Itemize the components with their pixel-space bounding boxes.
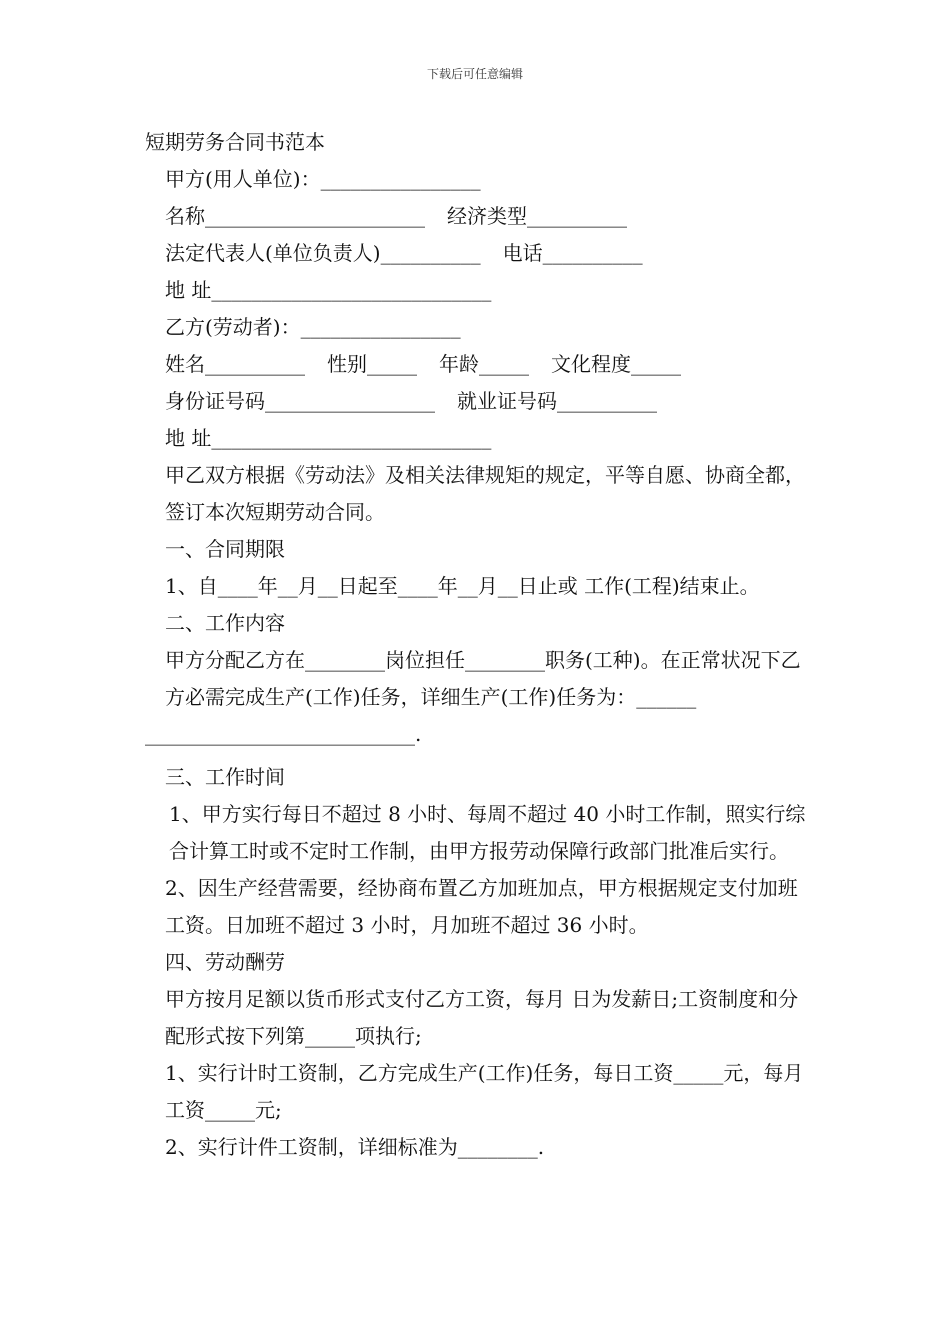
section-1-item-1: 1、自____年__月__日起至____年__月__日止或 工作(工程)结束止。 — [165, 574, 760, 598]
section-4-paragraph: 甲方按月足额以货币形式支付乙方工资，每月 日为发薪日;工资制度和分配形式按下列第_____项执行; — [165, 987, 799, 1048]
section-3-heading: 三、工作时间 — [165, 765, 285, 789]
party-b-id-row — [145, 383, 810, 420]
party-b-employment-field: 就业证号码__________ — [457, 389, 657, 413]
party-b-label: 乙方(劳动者)：________________ — [165, 315, 461, 339]
party-a-address: 地 址____________________________ — [165, 278, 492, 302]
page-header-note: 下载后可任意编辑 — [426, 67, 523, 81]
section-1-heading: 一、合同期限 — [165, 537, 285, 561]
contract-document — [145, 124, 810, 1166]
section-3-item-2: 2、因生产经营需要，经协商布置乙方加班加点，甲方根据规定支付加班工资。日加班不超过 3 小时，月加班不超过 36 小时。 — [165, 876, 798, 937]
party-a-phone-field: 电话__________ — [502, 241, 643, 265]
party-b-id-field: 身份证号码_________________ — [165, 389, 435, 413]
party-a-name-row — [145, 198, 810, 235]
party-b-age-field: 年龄_____ — [439, 352, 529, 376]
party-b-address: 地 址____________________________ — [165, 426, 492, 450]
party-b-gender-field: 性别_____ — [327, 352, 417, 376]
party-b-name-field: 姓名__________ — [165, 352, 305, 376]
intro-paragraph: 甲乙双方根据《劳动法》及相关法律规矩的规定，平等自愿、协商全都，签订本次短期劳动合同。 — [165, 463, 805, 524]
section-2-heading: 二、工作内容 — [165, 611, 285, 635]
party-a-rep-row — [145, 235, 810, 272]
party-a-label: 甲方(用人单位)：________________ — [165, 167, 481, 191]
party-a-rep-field: 法定代表人(单位负责人)__________ — [165, 241, 481, 265]
party-a-name-field: 名称______________________ — [165, 204, 425, 228]
section-2-paragraph-cont: ___________________________. — [145, 722, 422, 746]
section-4-item-2: 2、实行计件工资制，详细标准为________. — [165, 1135, 545, 1159]
section-4-item-1: 1、实行计时工资制，乙方完成生产(工作)任务，每日工资_____元，每月工资_____元; — [165, 1061, 804, 1122]
party-a-econ-type-field: 经济类型__________ — [447, 204, 627, 228]
party-b-education-field: 文化程度_____ — [551, 352, 681, 376]
section-4-heading: 四、劳动酬劳 — [165, 950, 285, 974]
section-3-item-1: 1、甲方实行每日不超过 8 小时、每周不超过 40 小时工作制，照实行综合计算工时或不定时工作制，由甲方报劳动保障行政部门批准后实行。 — [169, 802, 806, 863]
document-title: 短期劳务合同书范本 — [145, 130, 325, 154]
party-b-info-row — [145, 346, 810, 383]
section-2-paragraph: 甲方分配乙方在________岗位担任________职务(工种)。在正常状况下乙方必需完成生产(工作)任务，详细生产(工作)任务为：______ — [165, 648, 801, 709]
